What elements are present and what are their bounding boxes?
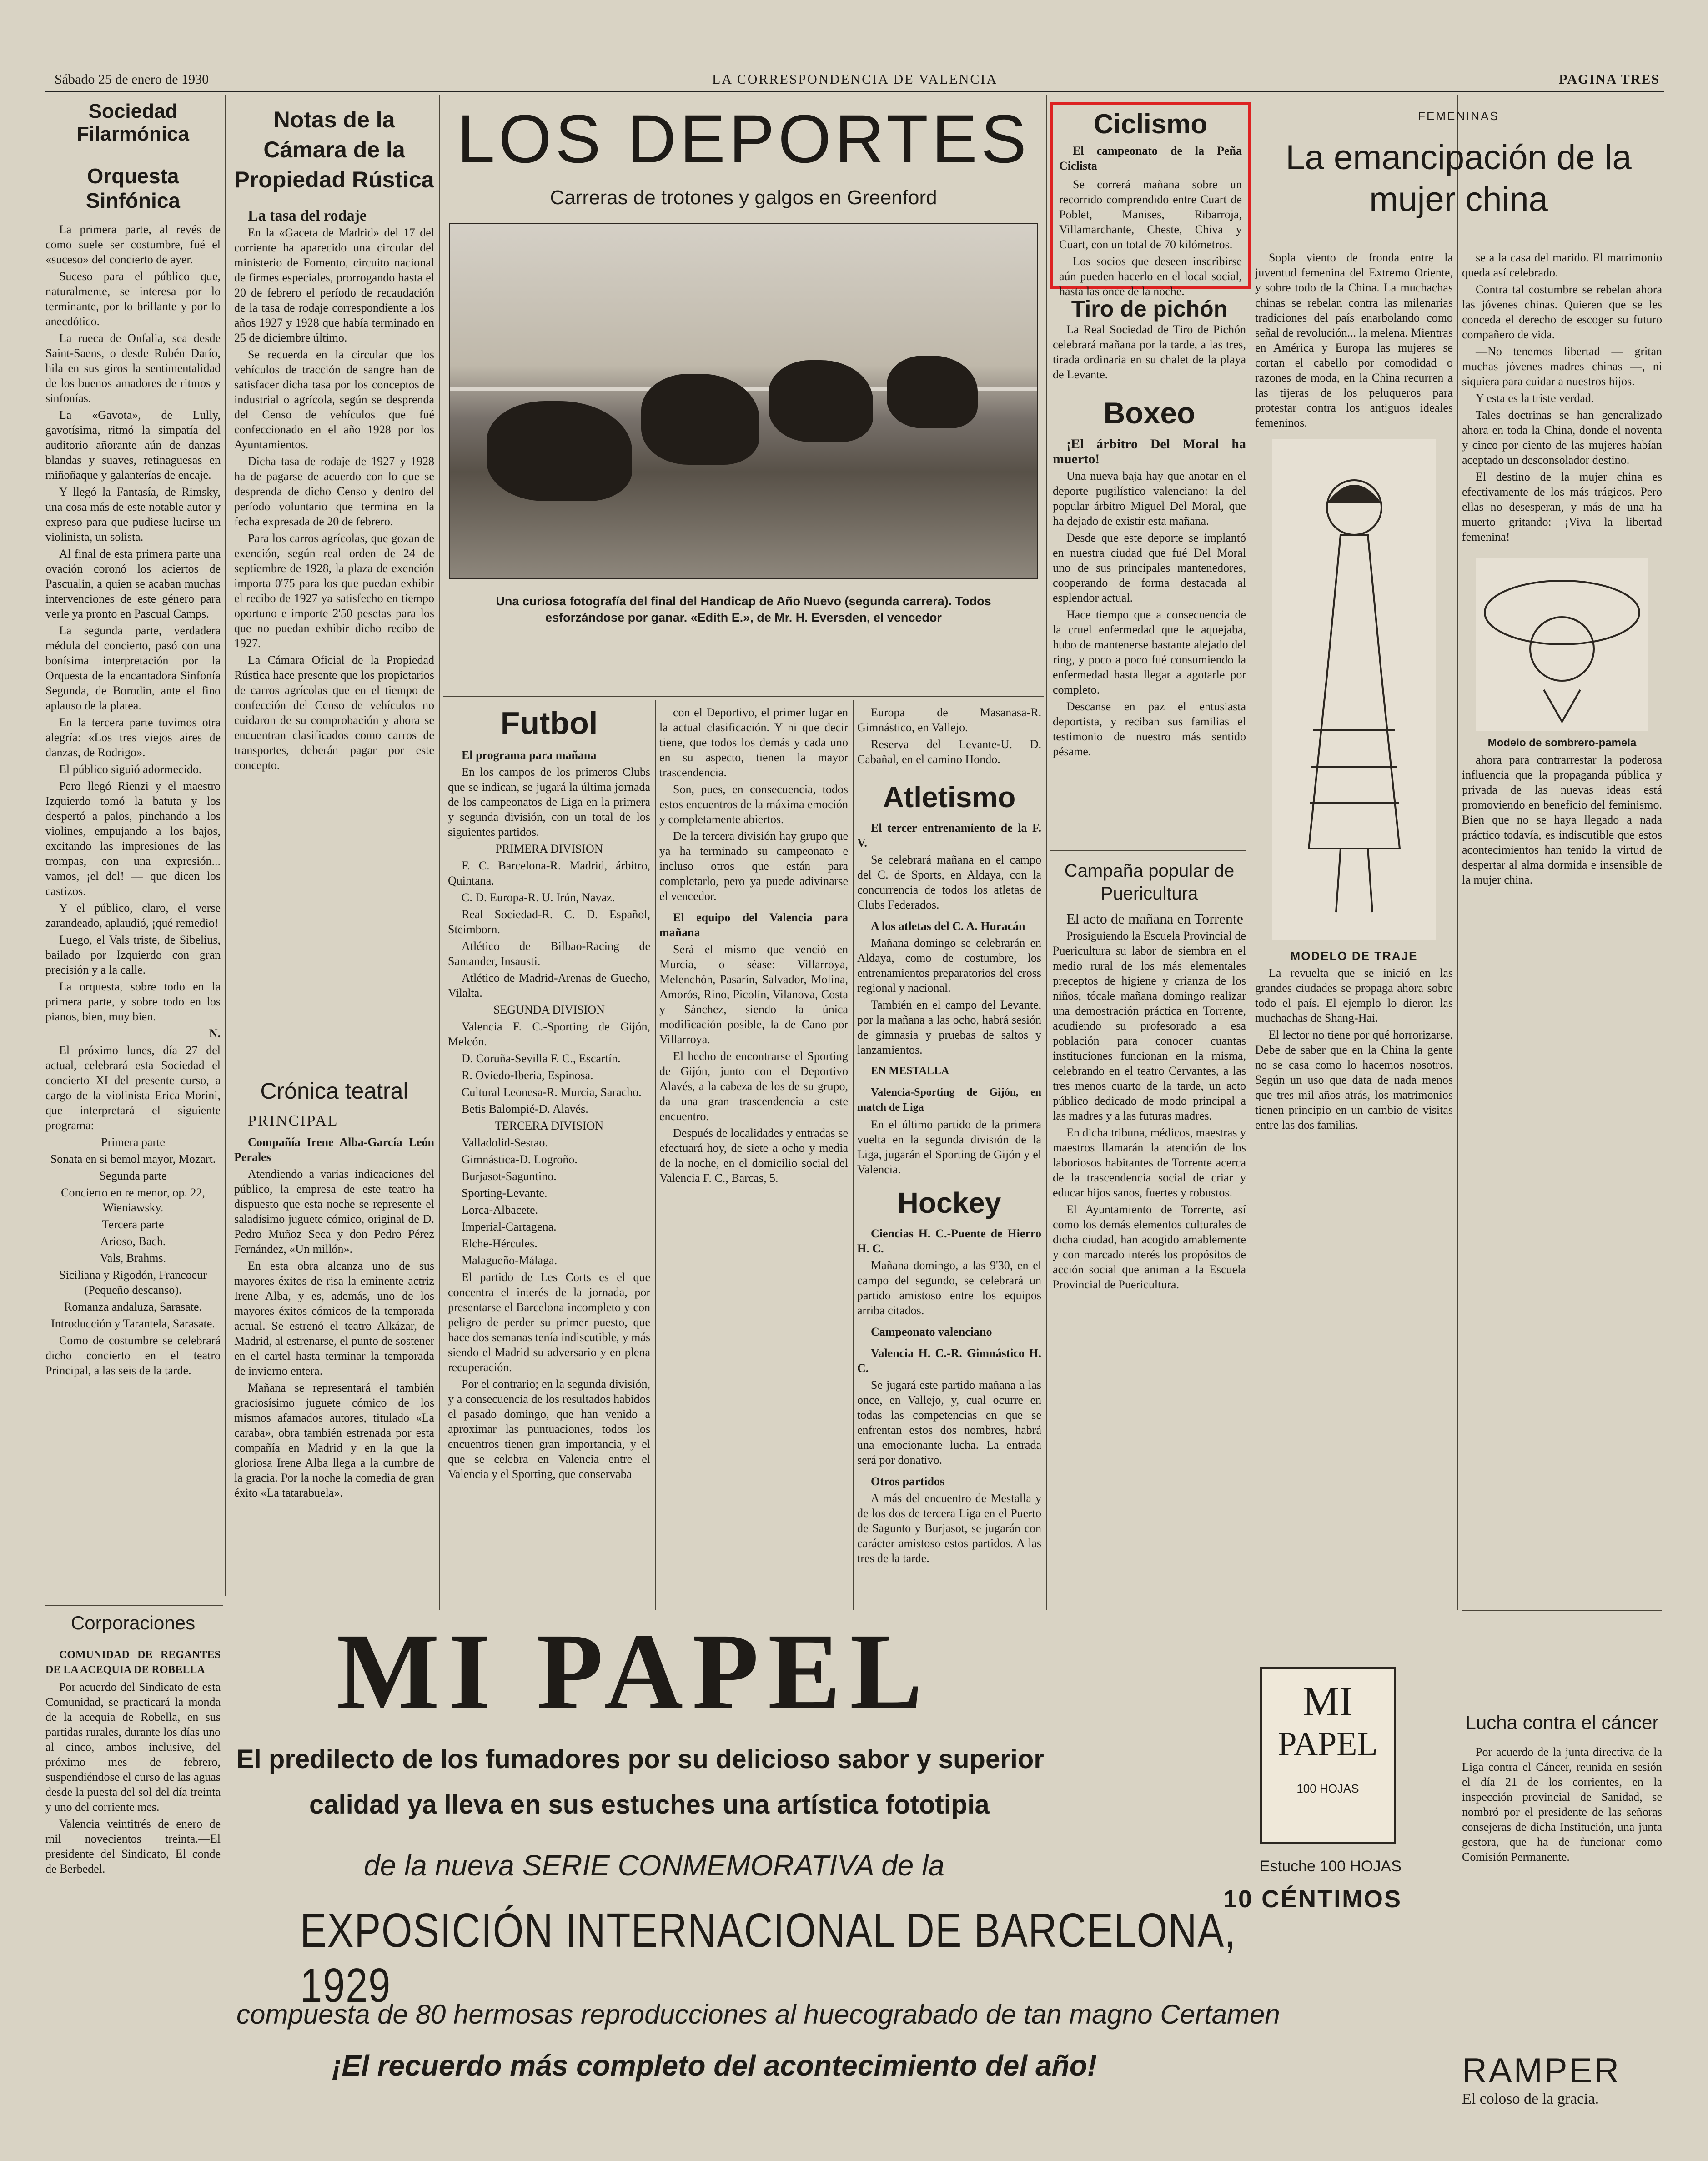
- section-rule: [1462, 1610, 1662, 1611]
- paragraph: El Ayuntamiento de Torrente, así como los demás elementos culturales de dicha ciudad, han acogido amablemente y con marcado interés los propósitos de acción social que animan a la Escuela Provincial de Puericultura.: [1053, 1203, 1246, 1291]
- paragraph: A más del encuentro de Mestalla y de los dos de tercera Liga en el Puerto de Sagunto y Burjasot, se jugarán con carácter amistoso estos partidos. A las tres de la tarde.: [857, 1492, 1041, 1565]
- paragraph: El lector no tiene por qué horrorizarse. Debe de saber que en la China la gente no se casa como lo hacemos nosotros. Según un uso que data de nada menos que tres mil años atrás, los matrimonios tienen principio en un cambio de visitas entre las dos familias.: [1255, 1028, 1453, 1131]
- deportes-banner: [448, 100, 1039, 696]
- cancer-title: Lucha contra el cáncer: [1465, 1712, 1659, 1733]
- program-item: Sonata en si bemol mayor, Mozart.: [50, 1152, 216, 1166]
- ciclismo-title: Ciclismo: [1093, 109, 1208, 139]
- column-atletismo: [857, 705, 1041, 1610]
- section-rule: [1050, 850, 1246, 851]
- article-subtitle: El campeonato de la Peña Ciclista: [1059, 144, 1242, 172]
- paragraph: Una nueva baja hay que anotar en el deporte pugilístico valenciano: la del popular árbitro Miguel Del Moral, que ha dejado de existir esta mañana.: [1053, 469, 1246, 528]
- paragraph: Luego, el Vals triste, de Sibelius, bailado por Izquierdo con gran precisión y a la calle.: [45, 933, 221, 976]
- program-item: Introducción y Tarantela, Sarasate.: [51, 1317, 215, 1330]
- corporaciones-title: Corporaciones: [70, 1612, 196, 1633]
- masthead: LA CORRESPONDENCIA DE VALENCIA: [712, 72, 998, 87]
- paragraph: Prosiguiendo la Escuela Provincial de Puericultura su labor de siembra en el medio rural de los más elementales preceptos de higiene y crianza de los niños, tócale mañana domingo realizar una demostración práctica en Torrente, acudiendo su profesorado a esa población para conocer cuantas instituciones funcionan en la misma, celebrando en el teatro Cervantes, a las tres menos cuarto de la tarde, un acto público dedicado de modo principal a las madres y a las futuras madres.: [1053, 929, 1246, 1122]
- paragraph: En la «Gaceta de Madrid» del 17 del corriente ha aparecido una circular del ministerio de Fomento, circuito nacional de firmes especiales, prorrogando hasta el 20 de febrero el período de recaudación de la tasa de rodaje correspondiente a los años 1927 y 1928 que había terminado en 25 de diciembre último.: [234, 226, 434, 344]
- match-line: C. D. Europa-R. U. Irún, Navaz.: [462, 891, 615, 904]
- match-line: F. C. Barcelona-R. Madrid, árbitro, Quintana.: [448, 859, 650, 887]
- paragraph: También en el campo del Levante, por la mañana a las ocho, habrá sesión de gimnasia y pruebas de saltos y lanzamientos.: [857, 998, 1041, 1056]
- hockey-title: Hockey: [897, 1186, 1001, 1219]
- paragraph: Por acuerdo del Sindicato de esta Comunidad, se practicará la monda de la acequia de Robella, en sus partidas rurales, durante los días uno al cinco, ambos inclusive, del próximo mes de febrero, suspendiéndose el curso de las aguas desde la puesta del sol del día treinta y uno del corriente mes.: [45, 1680, 221, 1814]
- paragraph: En dicha tribuna, médicos, maestras y maestros llamarán la atención de los laboriosos habitantes de Torrente acerca de la trascendencia social de criar y educar hijos sanos, fuertes y robustos.: [1053, 1126, 1246, 1199]
- section-rule: [443, 696, 1044, 697]
- paragraph: En el último partido de la primera vuelta en la segunda división de la Liga, jugarán el Sporting de Gijón y el Valencia.: [857, 1118, 1041, 1176]
- ad-line: calidad ya lleva en sus estuches una artística fototipia: [309, 1790, 990, 1819]
- column-puericultura: [1053, 859, 1246, 1605]
- article-subtitle: Campeonato valenciano: [871, 1325, 992, 1338]
- program-item: Tercera parte: [102, 1218, 164, 1231]
- photo-headline: Carreras de trotones y galgos en Greenford: [550, 186, 937, 209]
- paragraph: —No tenemos libertad — gritan muchas jóvenes madres chinas —, ni siquiera para cuidar a nuestros hijos.: [1462, 345, 1662, 388]
- match-line: Valladolid-Sestao.: [462, 1136, 548, 1149]
- column-futbol: [448, 705, 650, 1610]
- logo-text: 100 HOJAS: [1296, 1782, 1359, 1795]
- column-rule: [439, 95, 440, 1610]
- paragraph: Se recuerda en la circular que los vehículos de tracción de sangre han de satisfacer dicha tasa por los conceptos de industrial o agrícola, según se desprenda del Censo de vehículos que fué confeccionado en el año 1928 por los Ayuntamientos.: [234, 348, 434, 451]
- paragraph: Por el contrario; en la segunda división, y a consecuencia de los resultados habidos el pasado domingo, que han venido a aproximar las puntuaciones, todos los encuentros tienen gran importancia, y el que se celebra en Valencia entre el Valencia y el Sporting, que conservaba: [448, 1377, 650, 1481]
- atletismo-title: Atletismo: [883, 781, 1016, 814]
- photo-horse: [769, 360, 873, 442]
- paragraph: En los campos de los primeros Clubs que se indican, se jugará la última jornada de los campeonatos de Liga en la primera y segunda división, con un total de los siguientes partidos.: [448, 765, 650, 839]
- photo-horse: [641, 374, 759, 465]
- paragraph: La rueca de Onfalia, sea desde Saint-Saens, o desde Rubén Darío, hila en sus giros la sentimentalidad de los buenos amadores de ritmos y sinfonías.: [45, 332, 221, 405]
- paragraph: Pero llegó Rienzi y el maestro Izquierdo tomó la batuta y los despertó a palos, pinchando a los violines, empujando a los bajos, excitando las impresiones de las trompas, con una expresión... vamos, ¡el del! — que dicen los castizos.: [45, 779, 221, 898]
- paragraph: se a la casa del marido. El matrimonio queda así celebrado.: [1462, 251, 1662, 279]
- article-subtitle: La tasa del rodaje: [248, 207, 367, 224]
- photo-caption: Una curiosa fotografía del final del Handicap de Año Nuevo (segunda carrera). Todos esforzándose por ganar. «Edith E.», de Mr. H. Eversden, el vencedor: [496, 594, 991, 624]
- paragraph: Atendiendo a varias indicaciones del público, la empresa de este teatro ha dispuesto que esta noche se represente el saladísimo juguete cómico, original de D. Pedro Muñoz Seca y don Pedro Pérez Fernández, «Un millón».: [234, 1167, 434, 1256]
- match-line: Real Sociedad-R. C. D. Español, Steimborn.: [448, 908, 650, 936]
- paragraph: Después de localidades y entradas se efectuará hoy, de siete a ocho y media de la noche, en el domicilio social del Valencia F. C., Barcas, 5.: [659, 1126, 848, 1185]
- match-heading: Valencia-Sporting de Gijón, en match de Liga: [857, 1086, 1041, 1113]
- otros-heading: Otros partidos: [871, 1475, 945, 1488]
- paragraph: El público siguió adormecido.: [59, 763, 202, 776]
- header-date: Sábado 25 de enero de 1930: [55, 72, 209, 87]
- match-line: Elche-Hércules.: [462, 1237, 538, 1250]
- paragraph: Al final de esta primera parte una ovación coronó los aciertos de Pascualin, a quien se acaban muchas intervenciones de este género para verle ya pronto en Pascual Camps.: [45, 547, 221, 620]
- article-subtitle: El equipo del Valencia para mañana: [659, 911, 848, 939]
- company-name: Compañía Irene Alba-García León Perales: [234, 1136, 434, 1164]
- article-subtitle: Orquesta Sinfónica: [85, 164, 181, 212]
- paragraph: Europa de Masanasa-R. Gimnástico, en Vallejo.: [857, 706, 1041, 734]
- paragraph: Mañana domingo se celebrarán en Aldaya, como de costumbre, los entrenamientos preparatorios del cross regional y nacional.: [857, 936, 1041, 995]
- program-item: Romanza andaluza, Sarasate.: [64, 1300, 202, 1313]
- paragraph: El destino de la mujer china es efectivamente de los más trágicos. Pero ellas no desesperan, y más de una ha muerto gritando: ¡Viva la libertad femenina!: [1462, 470, 1662, 543]
- paragraph: Mañana domingo, a las 9'30, en el campo del segundo, se celebrará un partido amistoso entre los equipos arriba citados.: [857, 1259, 1041, 1317]
- column-rule: [1046, 95, 1047, 1610]
- photo-horse: [487, 401, 632, 501]
- column-rule: [655, 700, 656, 1610]
- ad-line: ¡El recuerdo más completo del acontecimiento del año!: [332, 2049, 1097, 2082]
- article-title: Sociedad Filarmónica: [77, 100, 189, 145]
- paragraph: Desde que este deporte se implantó en nuestra ciudad que fué Del Moral uno de sus principales mantenedores, cooperando de forma destacada al esplendor actual.: [1053, 531, 1246, 604]
- program-item: Arioso, Bach.: [100, 1235, 166, 1248]
- figure-caption: Modelo de sombrero-pamela: [1487, 737, 1637, 749]
- paragraph: Son, pues, en consecuencia, todos estos encuentros de la máxima emoción y completamente abiertos.: [659, 783, 848, 826]
- fashion-illustration: [1272, 439, 1436, 940]
- futbol-title: Futbol: [500, 705, 598, 741]
- paragraph: Como de costumbre se celebrará dicho concierto en el teatro Principal, a las seis de la tarde.: [45, 1334, 221, 1377]
- ad-line: de la nueva SERIE CONMEMORATIVA de la: [364, 1849, 944, 1882]
- corporaciones-subtitle: COMUNIDAD DE REGANTES DE LA ACEQUIA DE ROBELLA: [45, 1649, 221, 1676]
- paragraph: En la tercera parte tuvimos otra alegría: «Los tres viejos aires de danzas, de Rodrigo».: [45, 716, 221, 759]
- paragraph: Será el mismo que venció en Murcia, o séase: Villarroya, Melenchón, Pasarín, Salvador, Molina, Amorós, Rino, Picolín, Vilanova, Costa y Sánchez, siendo la única modificación posible, la de Cano por Villarroya.: [659, 943, 848, 1046]
- paragraph: El próximo lunes, día 27 del actual, celebrará esta Sociedad el concierto XI del presente curso, a cargo de la violinista Erica Morini, que interpretará el siguiente programa:: [45, 1044, 221, 1132]
- column-filarmonica: [45, 100, 221, 1596]
- paragraph: El partido de Les Corts es el que concentra el interés de la jornada, por presentarse el Barcelona incompleto y con peligro de perder su primer puesto, que hace dos semanas tenía indiscutible, y más siendo el Madrid su adversario y en plena recuperación.: [448, 1271, 650, 1374]
- ad-package: Estuche 100 HOJAS: [1260, 1858, 1402, 1875]
- match-line: Gimnástica-D. Logroño.: [462, 1153, 578, 1166]
- program-item: Siciliana y Rigodón, Francoeur (Pequeño descanso).: [59, 1268, 207, 1297]
- article-title: La emancipación de la mujer china: [1286, 138, 1632, 219]
- hat-figure-icon: [1476, 558, 1648, 731]
- ad-line: compuesta de 80 hermosas reproducciones al huecograbado de tan magno Certamen: [236, 1999, 1280, 2030]
- ciclismo-highlight-box: [1050, 102, 1251, 298]
- paragraph: Por acuerdo de la junta directiva de la Liga contra el Cáncer, reunida en sesión el día 21 de los corrientes, en la inspección provincial de Sanidad, se nombró por el presidente de las señoras consejeras de dicha Institución, una junta gestora, que ha de funcionar como Comisión Permanente.: [1462, 1745, 1662, 1864]
- division-heading: TERCERA DIVISION: [494, 1119, 604, 1132]
- column-rule: [1457, 95, 1458, 1610]
- article-subtitle: ¡El árbitro Del Moral ha muerto!: [1053, 437, 1246, 467]
- ramper-title: RAMPER: [1462, 2051, 1621, 2090]
- match-line: Cultural Leonesa-R. Murcia, Saracho.: [462, 1086, 642, 1099]
- cronica-title: Crónica teatral: [260, 1078, 408, 1104]
- femeninas-header: [1255, 109, 1662, 227]
- mestalla-heading: EN MESTALLA: [871, 1065, 949, 1077]
- section-rule: [45, 1605, 223, 1606]
- column-femeninas-2: [1462, 250, 1662, 1605]
- ad-line: El predilecto de los fumadores por su delicioso sabor y superior: [236, 1744, 1044, 1774]
- column-rule: [225, 95, 226, 1596]
- paragraph: La Cámara Oficial de la Propiedad Rústica hace presente que los propietarios de carros agrícolas que en el tiempo de confección del Censo de vehículos no cuidaron de su comprobación y ahora se encuentran clasificados como carros de transportes, deberán pagar por este concepto.: [234, 653, 434, 772]
- logo-text: MI: [1303, 1679, 1353, 1724]
- page-number: PAGINA TRES: [1559, 72, 1660, 87]
- ramper-ad: [1462, 2051, 1662, 2133]
- paragraph: Se correrá mañana sobre un recorrido comprendido entre Cuart de Poblet, Manises, Ribarroja, Villamarchante, Cheste, Chiva y Cuart, con un total de 70 kilómetros.: [1059, 178, 1242, 251]
- paragraph: El hecho de encontrarse el Sporting de Gijón, junto con el Deportivo Alavés, a la cabeza de los de su grupo, da una gran trascendencia a este encuentro.: [659, 1050, 848, 1123]
- paragraph: La «Gavota», de Lully, gavotísima, ritmó la simpatía del auditorio añorante aún de danzas blandas y suaves, retinaguesas en miñoñaque y galanterías de encaje.: [45, 408, 221, 482]
- paragraph: Contra tal costumbre se rebelan ahora las jóvenes chinas. Quieren que se les conceda el derecho de escoger su futuro compañero de vida.: [1462, 283, 1662, 341]
- match-line: Imperial-Cartagena.: [462, 1220, 557, 1233]
- paragraph: Hace tiempo que a consecuencia de la cruel enfermedad que le aquejaba, hubo de mantenerse bastante alejado del ring, y poco a poco fué consumiendo la enfermedad hasta llegar a agotarle por completo.: [1053, 608, 1246, 696]
- paragraph: Y llegó la Fantasía, de Rimsky, una cosa más de este notable autor y expreso para que pudiese lucirse un violinista, un solista.: [45, 485, 221, 543]
- logo-text: PAPEL: [1278, 1725, 1378, 1763]
- match-line: D. Coruña-Sevilla F. C., Escartín.: [462, 1052, 621, 1065]
- match-line: Atlético de Madrid-Arenas de Guecho, Vilalta.: [448, 971, 650, 1000]
- match-line: Betis Balompié-D. Alavés.: [462, 1102, 588, 1116]
- article-subtitle: A los atletas del C. A. Huracán: [871, 920, 1025, 933]
- ad-title: MI PAPEL: [337, 1611, 932, 1732]
- mi-papel-ad: [227, 1612, 1455, 2135]
- section-label: FEMENINAS: [1418, 109, 1499, 123]
- paragraph: Descanse en paz el entusiasta deportista, y reciban sus familias el testimonio de nuestro más sentido pésame.: [1053, 700, 1246, 758]
- match-line: Burjasot-Saguntino.: [462, 1170, 557, 1183]
- match-line: Valencia F. C.-Sporting de Gijón, Melcón.: [448, 1020, 650, 1048]
- ad-headline: EXPOSICIÓN INTERNACIONAL DE BARCELONA, 1929: [300, 1904, 1236, 2012]
- page-header: [45, 68, 1664, 92]
- match-line: Atlético de Bilbao-Racing de Santander, Insausti.: [448, 940, 650, 968]
- match-line: R. Oviedo-Iberia, Espinosa.: [462, 1069, 593, 1082]
- ad-price: 10 CÉNTIMOS: [1223, 1885, 1402, 1913]
- paragraph: La primera parte, al revés de como suele ser costumbre, fué el «suceso» del concierto de ayer.: [45, 223, 221, 266]
- paragraph: Reserva del Levante-U. D. Cabañal, en el camino Hondo.: [857, 738, 1041, 766]
- hat-illustration: [1476, 558, 1648, 731]
- article-subtitle: El acto de mañana en Torrente: [1066, 910, 1243, 927]
- column-femeninas-1: [1255, 250, 1453, 1605]
- paragraph: En esta obra alcanza uno de sus mayores éxitos de risa la eminente actriz Irene Alba, y es, además, uno de los mayores éxitos cómicos de la temporada actual. Se estrenó el teatro Alkázar, de Madrid, al estrenarse, el punto de sostener en el cartel hasta terminar la temporada de invierno entera.: [234, 1259, 434, 1377]
- column-cronica: [234, 1078, 434, 1605]
- figure-caption: MODELO DE TRAJE: [1290, 949, 1418, 963]
- column-cancer: [1462, 1710, 1662, 1946]
- match-line: Malagueño-Málaga.: [462, 1254, 558, 1267]
- program-item: Primera parte: [101, 1136, 165, 1149]
- column-futbol-cont: [659, 705, 848, 1610]
- paragraph: ahora para contrarrestar la poderosa influencia que la propaganda pública y privada de las nuevas ideas está promoviendo en beneficio del feminismo. Bien que no se haya llegado a nada práctico todavía, es indiscutible que estos acontecimientos han tenido la virtud de despertar al alma dormida e insensible de la mujer china.: [1462, 753, 1662, 886]
- paragraph: Mañana se representará el también graciosísimo juguete cómico de los mismos afamados autores, titulado «La caraba», obra también estrenada por esta compañía en Madrid y en la que la gloriosa Irene Alba llega a la cumbre de la gracia. Por la noche la comedia de gran éxito «La tatarabuela».: [234, 1381, 434, 1499]
- tiro-title: Tiro de pichón: [1071, 296, 1228, 322]
- paragraph: De la tercera división hay grupo que ya ha terminado su campeonato e incluso otros que están para completarlo, pero ya puede adivinarse el vencedor.: [659, 829, 848, 903]
- match-line: Lorca-Albacete.: [462, 1203, 538, 1216]
- paragraph: Se celebrará mañana en el campo del C. de Sports, en Aldaya, con la concurrencia de todos los atletas de Clubs Federados.: [857, 853, 1041, 911]
- paragraph: Valencia veintitrés de enero de mil novecientos treinta.—El presidente del Sindicato, El conde de Berbedel.: [45, 1817, 221, 1875]
- paragraph: Se jugará este partido mañana a las once, en Vallejo, y, cual ocurre en todas las competencias en que se enfrentan estos dos nombres, habrá una emocionante lucha. La entrada será por donativo.: [857, 1378, 1041, 1467]
- division-heading: PRIMERA DIVISION: [495, 842, 603, 855]
- program-item: Concierto en re menor, op. 22, Wieniawsky.: [61, 1186, 205, 1214]
- campaign-title: Campaña popular de Puericultura: [1064, 861, 1235, 904]
- paragraph: La orquesta, sobre todo en la primera parte, y sobre todo en los pianos, bien, muy bien.: [45, 980, 221, 1023]
- paragraph: Dicha tasa de rodaje de 1927 y 1928 ha de pagarse de acuerdo con lo que se desprenda de dicho Censo y dentro del período voluntario que termina en la fecha expresada de 20 de febrero.: [234, 455, 434, 528]
- photo-horse: [887, 356, 978, 428]
- article-subtitle: Ciencias H. C.-Puente de Hierro H. C.: [857, 1227, 1041, 1255]
- article-title: Notas de la Cámara de la Propiedad Rústica: [234, 107, 434, 192]
- paragraph: Y el público, claro, el verse zarandeado, aplaudió, ¡qué remedio!: [45, 901, 221, 930]
- paragraph: La Real Sociedad de Tiro de Pichón celebrará mañana por la tarde, a las tres, tirada ordinaria en su chalet de la playa de Levante.: [1053, 323, 1246, 381]
- mi-papel-logo: [1260, 1667, 1396, 1844]
- paragraph: Sopla viento de fronda entre la juventud femenina del Extremo Oriente, y sobre todo de la China. La muchachas chinas se rebelan contra las milenarias tradiciones del país enarbolando como señal de revolución... la melena. Mientras en América y Europa las mujeres se cortan el cabello por comodidad o razones de moda, en la China recurren a las tijeras de los peluqueros para protestar contra los antiguos ideales femeninos.: [1255, 251, 1453, 429]
- dress-figure-icon: [1272, 439, 1436, 940]
- column-tiro-boxeo: [1053, 296, 1246, 846]
- division-heading: SEGUNDA DIVISION: [493, 1003, 605, 1016]
- section-title: LOS DEPORTES: [457, 101, 1030, 177]
- match-line: Sporting-Levante.: [462, 1186, 548, 1200]
- paragraph: con el Deportivo, el primer lugar en la actual clasificación. Y ni que decir tiene, que todos los demás y cada uno en su aspecto, tienen la mayor trascendencia.: [659, 706, 848, 779]
- race-photo: [449, 223, 1038, 579]
- theatre-name: PRINCIPAL: [248, 1112, 339, 1129]
- paragraph: Tales doctrinas se han generalizado ahora en toda la China, donde el noventa y cinco por ciento de las mujeres habían aceptado un desconsolador destino.: [1462, 408, 1662, 467]
- column-corporaciones: [45, 1612, 221, 2135]
- match-heading: Valencia H. C.-R. Gimnástico H. C.: [857, 1347, 1041, 1375]
- paragraph: La segunda parte, verdadera médula del concierto, pasó con una bonísima interpretación por la Orquesta de la encantadora Sinfonía Segunda, de Borodin, ante el fino aplauso de la platea.: [45, 624, 221, 712]
- paragraph: Suceso para el público que, naturalmente, se interesa por lo terminante, por lo brillante y por lo anecdótico.: [45, 270, 221, 328]
- paragraph: Los socios que deseen inscribirse aún pueden hacerlo en el local social, hasta las once de la noche.: [1059, 255, 1242, 298]
- concert-program: [45, 1135, 221, 1331]
- article-subtitle: El programa para mañana: [462, 749, 597, 762]
- program-item: Segunda parte: [99, 1169, 167, 1182]
- paragraph: Y esta es la triste verdad.: [1476, 392, 1594, 405]
- signature: N.: [209, 1027, 221, 1040]
- boxeo-title: Boxeo: [1103, 396, 1196, 430]
- paragraph: La revuelta que se inició en las grandes ciudades se propaga ahora sobre todo el país. El ejemplo lo dieron las muchachas de Shang-Hai.: [1255, 966, 1453, 1025]
- program-item: Vals, Brahms.: [100, 1251, 166, 1265]
- column-rule: [853, 700, 854, 1610]
- article-subtitle: El tercer entrenamiento de la F. V.: [857, 821, 1041, 849]
- paragraph: Para los carros agrícolas, que gozan de exención, según real orden de 24 de septiembre de 1928, la plaza de exención importa 0'75 para los que puedan exhibir el recibo de 1927 ya satisfecho en tiempo oportuno e importe 2'50 pesetas para los que no puedan exhibir dicho recibo de 1927.: [234, 532, 434, 650]
- ramper-subtitle: El coloso de la gracia.: [1462, 2091, 1599, 2107]
